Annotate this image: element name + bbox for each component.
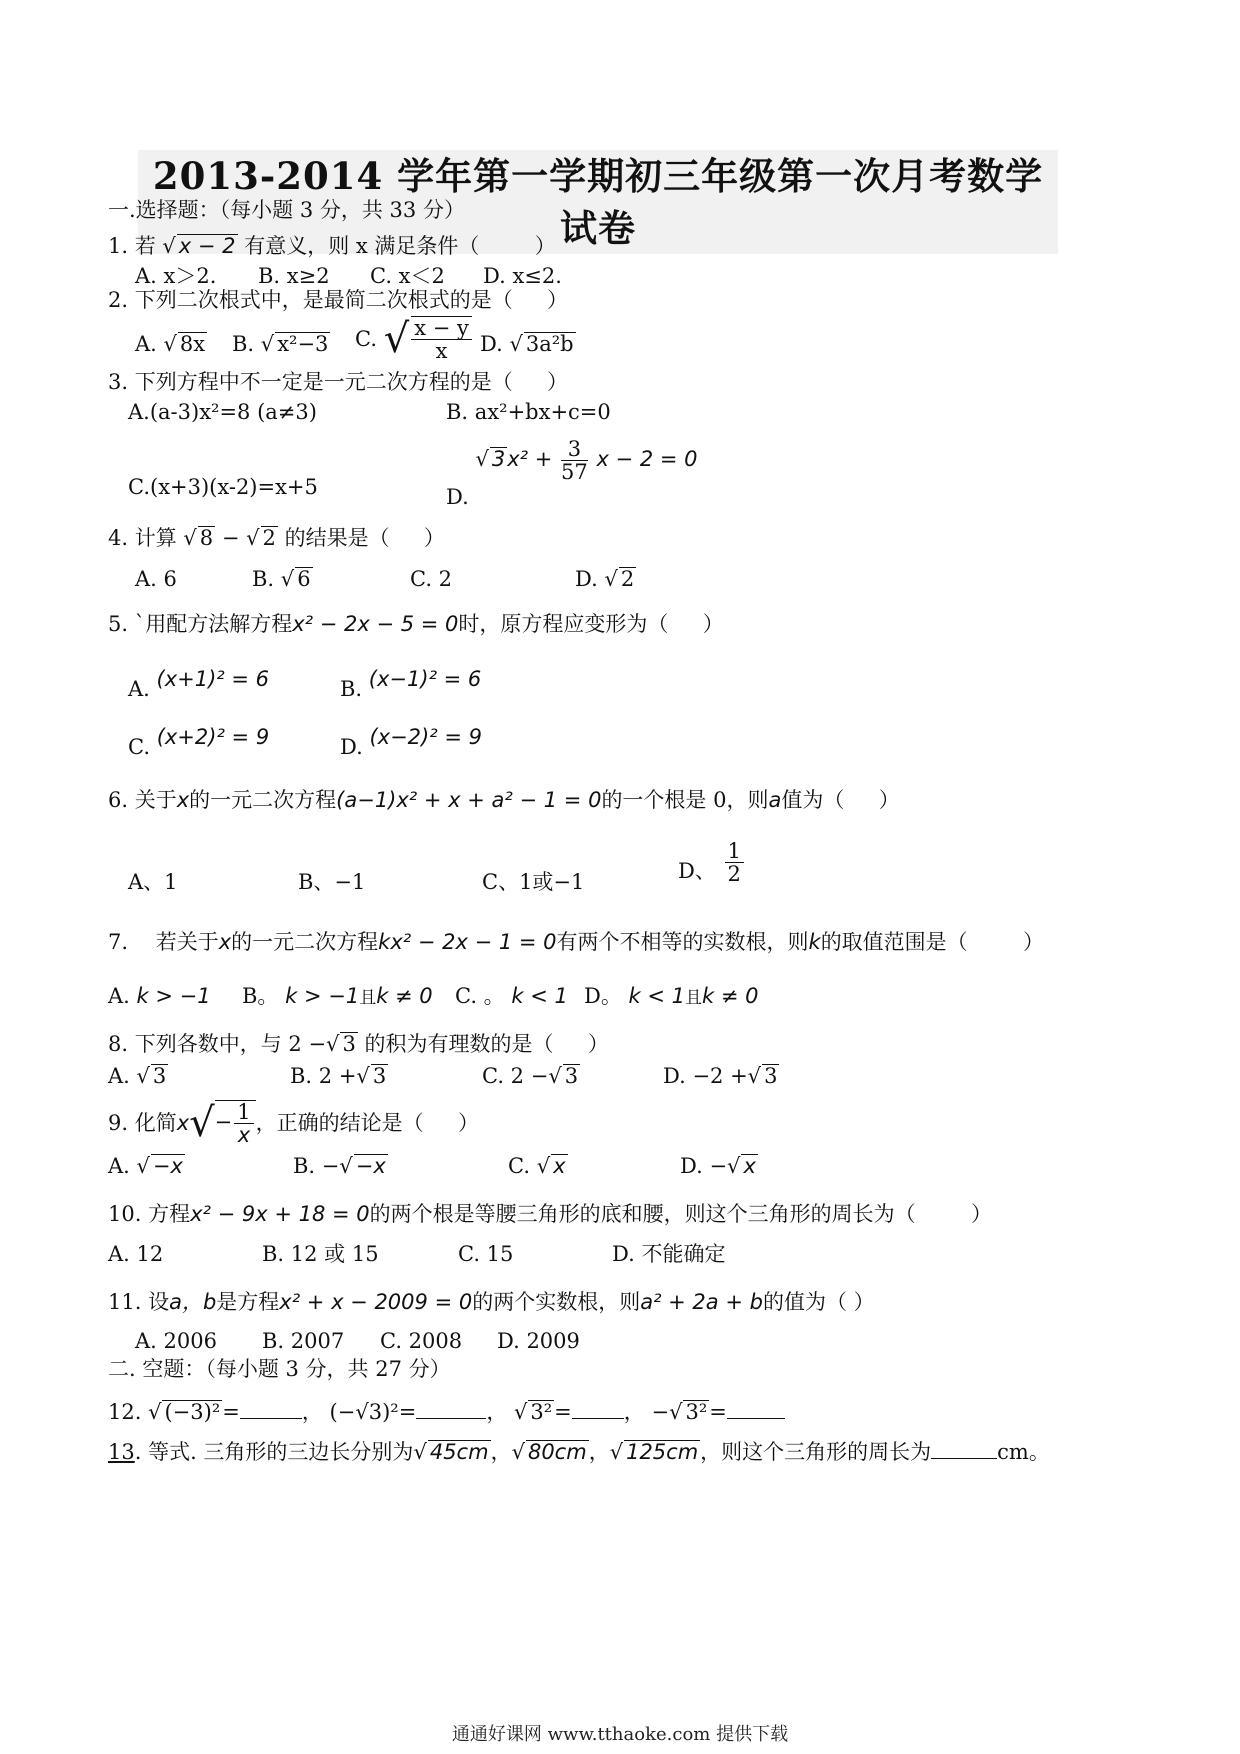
q11-equation: x² + x − 2009 = 0 <box>279 1290 473 1314</box>
q7-d-label: D。 <box>584 984 622 1008</box>
section-heading-choice: 一.选择题：（每小题 3 分，共 33 分） <box>108 198 465 222</box>
q7-a-label: A. <box>108 984 130 1008</box>
q1-radicand: x − 2 <box>178 234 236 258</box>
q9-c-radicand: x <box>553 1154 566 1178</box>
sqrt-sign: √ <box>514 1400 528 1424</box>
q12-expr-4: 3² <box>685 1400 708 1424</box>
page-footer: 通通好课网 www.tthaoke.com 提供下载 <box>451 1724 789 1745</box>
q9-prefix: 9. 化简 <box>108 1111 177 1135</box>
q5-c-label: C. <box>128 735 150 759</box>
q5-equation: x² − 2x − 5 = 0 <box>292 612 459 636</box>
question-7 <box>108 928 1044 956</box>
q8-b-radicand: 3 <box>372 1064 387 1088</box>
q1-option-d: D. x≤2. <box>483 264 562 288</box>
q2-a-label: A. <box>135 332 157 356</box>
sqrt-sign: √ <box>280 567 295 591</box>
q3-option-a: A.(a-3)x²=8 (a≠3) <box>128 400 317 424</box>
q8-c-radicand: 3 <box>564 1064 579 1088</box>
question-5 <box>108 610 724 638</box>
q4-option-b <box>252 565 313 593</box>
q1-option-b: B. x≥2 <box>258 264 330 288</box>
q13-sep-1: ， <box>490 1440 512 1464</box>
question-4 <box>108 524 445 552</box>
q4-option-a: A. 6 <box>135 567 177 591</box>
q7-option-c <box>455 982 568 1010</box>
sqrt-sign: √ <box>475 447 489 471</box>
q3-option-b: B. ax²+bx+c=0 <box>446 400 611 424</box>
q4-radicand-b: 2 <box>262 526 276 550</box>
question-12 <box>108 1398 785 1426</box>
q2-option-b <box>232 330 330 358</box>
q12-equals-2: = <box>398 1400 417 1424</box>
sqrt-sign: √ <box>183 526 197 550</box>
q4-minus: − <box>215 526 247 550</box>
q12-sep-3: ， <box>623 1400 645 1424</box>
q5-prefix: 5. `用配方法解方程 <box>108 612 293 636</box>
q3-option-c: C.(x+3)(x-2)=x+5 <box>128 475 318 499</box>
q6-option-c: C、1或−1 <box>482 870 585 894</box>
sqrt-sign: √ <box>548 1064 562 1088</box>
q8-option-a <box>108 1062 168 1090</box>
q13-suffix: ，则这个三角形的周长为 <box>700 1440 932 1464</box>
q8-radicand: 3 <box>342 1032 356 1056</box>
q10-option-a: A. 12 <box>108 1242 164 1266</box>
q6-d-label: D、 <box>678 859 716 883</box>
q11-prefix: 11. 设 <box>108 1290 170 1314</box>
q9-b-label: B. − <box>293 1154 340 1178</box>
sqrt-sign: √ <box>383 316 410 362</box>
q1-suffix: 有意义，则 x 满足条件（ ） <box>244 234 556 258</box>
q11-vars: a，b <box>169 1290 217 1314</box>
q5-option-a <box>128 665 270 701</box>
q11-option-c: C. 2008 <box>380 1329 463 1353</box>
q1-option-c: C. x＜2 <box>370 264 445 288</box>
q9-option-b <box>293 1152 388 1180</box>
q12-expr-1: (−3)² <box>164 1400 221 1424</box>
q10-option-c: C. 15 <box>458 1242 514 1266</box>
sqrt-sign: √ <box>509 332 523 356</box>
q8-d-label: D. −2 + <box>663 1064 748 1088</box>
q6-var-x: x <box>176 788 190 812</box>
q8-d-radicand: 3 <box>764 1064 778 1088</box>
question-10 <box>108 1200 992 1228</box>
sqrt-sign: √ <box>604 567 618 591</box>
q7-b-expr1: k > −1 <box>285 984 360 1008</box>
q5-suffix: 时，原方程应变形为（ ） <box>458 612 724 636</box>
q9-suffix: ，正确的结论是（ ） <box>255 1111 479 1135</box>
q6-equation: (a−1)x² + x + a² − 1 = 0 <box>336 788 602 812</box>
q4-prefix: 4. 计算 <box>108 526 177 550</box>
q6-option-a: A、1 <box>128 870 178 894</box>
q5-option-d <box>340 723 482 759</box>
q4-d-label: D. <box>575 567 598 591</box>
sqrt-sign: √ <box>148 1400 162 1424</box>
q4-option-d <box>575 565 636 593</box>
q7-c-expr: k < 1 <box>511 984 568 1008</box>
q3-d-x2: x² + <box>507 447 553 471</box>
q7-suffix: 的取值范围是（ ） <box>820 930 1045 954</box>
q8-option-d <box>663 1062 779 1090</box>
q4-suffix: 的结果是（ ） <box>284 526 445 550</box>
sqrt-sign: √ <box>356 1064 370 1088</box>
q7-var-x: x <box>218 930 232 954</box>
q12-expr-2: (−√3)² <box>329 1400 399 1424</box>
q7-d-expr1: k < 1 <box>628 984 685 1008</box>
section-heading-fill: 二. 空题：（每小题 3 分，共 27 分） <box>108 1357 451 1381</box>
q12-neg-4: − <box>651 1400 670 1424</box>
q5-option-c <box>128 723 270 759</box>
q9-numerator: 1 <box>234 1101 253 1124</box>
q7-mid2: 有两个不相等的实数根，则 <box>556 930 809 954</box>
q1-option-a: A. x＞2. <box>135 264 217 288</box>
q5-c-expr: (x+2)² = 9 <box>156 725 270 749</box>
question-11 <box>108 1288 875 1316</box>
sqrt-sign: √ <box>246 526 260 550</box>
q8-a-label: A. <box>108 1064 130 1088</box>
q6-option-b: B、−1 <box>298 870 366 894</box>
q3-d-fraction <box>561 438 588 483</box>
q5-a-expr: (x+1)² = 6 <box>156 667 270 691</box>
q1-prefix: 1. 若 <box>108 234 156 258</box>
q5-d-expr: (x−2)² = 9 <box>369 725 482 749</box>
q7-prefix: 7. 若关于 <box>108 930 219 954</box>
q4-radicand-a: 8 <box>199 526 214 550</box>
sqrt-sign: √ <box>162 234 176 258</box>
q2-d-radicand: 3a²b <box>525 332 574 356</box>
q7-b-and: 且 <box>359 988 377 1008</box>
q7-a-expr: k > −1 <box>136 984 211 1008</box>
q13-side-3: 125cm <box>626 1440 699 1464</box>
q5-d-label: D. <box>340 735 363 759</box>
q2-c-denominator: x <box>435 339 448 363</box>
question-2: 2. 下列二次根式中，是最简二次根式的是（ ） <box>108 288 569 312</box>
sqrt-sign: √ <box>413 1440 427 1464</box>
sqrt-sign: √ <box>669 1400 683 1424</box>
q8-expr-a: 2 − <box>288 1032 327 1056</box>
sqrt-sign: √ <box>609 1440 624 1464</box>
q13-sep-2: ， <box>588 1440 610 1464</box>
q12-blank-4[interactable] <box>727 1400 785 1419</box>
q6-suffix: 值为（ ） <box>781 788 900 812</box>
q10-equation: x² − 9x + 18 = 0 <box>190 1202 370 1226</box>
q8-a-radicand: 3 <box>152 1064 167 1088</box>
q9-radicand <box>215 1100 256 1146</box>
q6-var-a: a <box>768 788 782 812</box>
q2-d-label: D. <box>480 332 503 356</box>
q9-d-label: D. − <box>680 1154 728 1178</box>
q5-option-b <box>340 665 482 701</box>
q10-prefix: 10. 方程 <box>108 1202 191 1226</box>
q5-b-label: B. <box>340 677 363 701</box>
q7-b-expr2: k ≠ 0 <box>376 984 433 1008</box>
q11-mid2: 的两个实数根，则 <box>472 1290 641 1314</box>
q8-suffix: 的积为有理数的是（ ） <box>364 1032 609 1056</box>
question-6 <box>108 786 900 814</box>
q9-a-label: A. <box>108 1154 130 1178</box>
q3-d-label: D. <box>446 485 469 509</box>
q6-d-denominator: 2 <box>727 862 741 886</box>
q5-b-expr: (x−1)² = 6 <box>368 667 482 691</box>
q9-x: x <box>176 1111 190 1135</box>
q11-mid: 是方程 <box>216 1290 280 1314</box>
q4-option-c: C. 2 <box>410 567 453 591</box>
sqrt-sign: √ <box>727 1154 741 1178</box>
q9-d-radicand: x <box>743 1154 756 1178</box>
q11-option-d: D. 2009 <box>497 1329 580 1353</box>
sqrt-sign: √ <box>163 332 177 356</box>
q9-option-d <box>680 1152 758 1180</box>
question-1 <box>108 232 556 260</box>
q10-suffix: 的两个根是等腰三角形的底和腰，则这个三角形的周长为（ ） <box>369 1202 992 1226</box>
q2-option-a <box>135 330 207 358</box>
q12-sep-2: ， <box>486 1400 508 1424</box>
q12-sep-1: ， <box>301 1400 323 1424</box>
q3-option-d <box>446 437 698 509</box>
q3-d-denominator: 57 <box>561 460 588 484</box>
q7-mid: 的一元二次方程 <box>231 930 379 954</box>
q13-blank[interactable] <box>931 1440 997 1459</box>
q12-blank-2[interactable] <box>416 1400 486 1419</box>
q7-equation: kx² − 2x − 1 = 0 <box>378 930 557 954</box>
q3-d-numerator: 3 <box>561 438 588 461</box>
q9-neg: − <box>214 1110 233 1134</box>
q6-mid: 的一元二次方程 <box>189 788 337 812</box>
q12-equals-1: = <box>222 1400 240 1424</box>
q2-a-radicand: 8x <box>179 332 206 356</box>
q12-equals-4: = <box>709 1400 727 1424</box>
q8-option-b <box>290 1062 388 1090</box>
q6-d-fraction <box>725 840 744 885</box>
q4-b-radicand: 6 <box>297 567 311 591</box>
sqrt-sign: √ <box>339 1154 353 1178</box>
q4-b-label: B. <box>252 567 275 591</box>
q11-option-a: A. 2006 <box>135 1329 217 1353</box>
q12-equals-3: = <box>554 1400 572 1424</box>
q4-d-radicand: 2 <box>620 567 635 591</box>
q2-c-numerator: x − y <box>411 317 472 340</box>
q7-d-and: 且 <box>685 988 702 1008</box>
q10-option-d: D. 不能确定 <box>612 1242 726 1266</box>
sqrt-sign: √ <box>189 1100 215 1146</box>
page-title: 2013-2014 学年第一学期初三年级第一次月考数学试卷 <box>138 150 1058 254</box>
q9-a-radicand: −x <box>152 1154 183 1178</box>
q8-option-c <box>482 1062 580 1090</box>
q11-option-b: B. 2007 <box>262 1329 345 1353</box>
sqrt-sign: √ <box>326 1032 340 1056</box>
q6-d-numerator: 1 <box>725 840 744 863</box>
q8-prefix: 8. 下列各数中，与 <box>108 1032 282 1056</box>
q12-blank-1[interactable] <box>240 1400 302 1419</box>
question-13 <box>108 1438 1050 1466</box>
q9-b-radicand: −x <box>355 1154 386 1178</box>
q2-c-fraction <box>411 316 472 362</box>
q5-a-label: A. <box>128 677 150 701</box>
q8-b-label: B. 2 + <box>290 1064 357 1088</box>
q13-unit: cm。 <box>997 1440 1050 1464</box>
q7-option-b <box>242 982 433 1012</box>
q2-b-label: B. <box>232 332 255 356</box>
q12-number: 12. <box>108 1400 142 1424</box>
q2-option-d <box>480 330 576 358</box>
q2-b-radicand: x²−3 <box>277 332 329 356</box>
q13-prefix: . 等式. 三角形的三边长分别为 <box>134 1440 414 1464</box>
q9-denominator: x <box>237 1123 251 1147</box>
q7-option-a <box>108 982 211 1010</box>
question-9 <box>108 1100 479 1146</box>
q9-c-label: C. <box>508 1154 530 1178</box>
question-3: 3. 下列方程中不一定是一元二次方程的是（ ） <box>108 370 569 394</box>
q3-d-radicand: 3 <box>491 447 506 471</box>
sqrt-sign: √ <box>136 1154 150 1178</box>
q11-expr: a² + 2a + b <box>640 1290 763 1314</box>
question-8 <box>108 1030 609 1058</box>
sqrt-sign: √ <box>747 1064 762 1088</box>
q7-c-label: C. 。 <box>455 984 505 1008</box>
q10-option-b: B. 12 或 15 <box>262 1242 379 1266</box>
q12-expr-3: 3² <box>530 1400 553 1424</box>
q7-var-k: k <box>808 930 821 954</box>
q3-d-tail: x − 2 = 0 <box>596 447 698 471</box>
q11-suffix: 的值为（ ） <box>762 1290 875 1314</box>
q8-c-label: C. 2 − <box>482 1064 549 1088</box>
sqrt-sign: √ <box>536 1154 551 1178</box>
q9-option-a <box>108 1152 185 1180</box>
q7-b-label: B。 <box>242 984 279 1008</box>
q7-d-expr2: k ≠ 0 <box>702 984 759 1008</box>
q2-c-label: C. <box>355 327 377 351</box>
q12-blank-3[interactable] <box>572 1400 624 1419</box>
q6-mid2: 的一个根是 0，则 <box>601 788 769 812</box>
q7-option-d <box>584 982 758 1012</box>
sqrt-sign: √ <box>511 1440 525 1464</box>
q13-side-2: 80cm <box>527 1440 587 1464</box>
q2-option-c <box>355 316 474 362</box>
q13-side-1: 45cm <box>429 1440 489 1464</box>
q13-number: 13 <box>108 1440 135 1464</box>
q6-prefix: 6. 关于 <box>108 788 177 812</box>
q9-fraction <box>234 1101 253 1146</box>
q9-option-c <box>508 1152 568 1180</box>
sqrt-sign: √ <box>260 332 275 356</box>
sqrt-sign: √ <box>136 1064 150 1088</box>
q6-option-d <box>678 840 746 885</box>
